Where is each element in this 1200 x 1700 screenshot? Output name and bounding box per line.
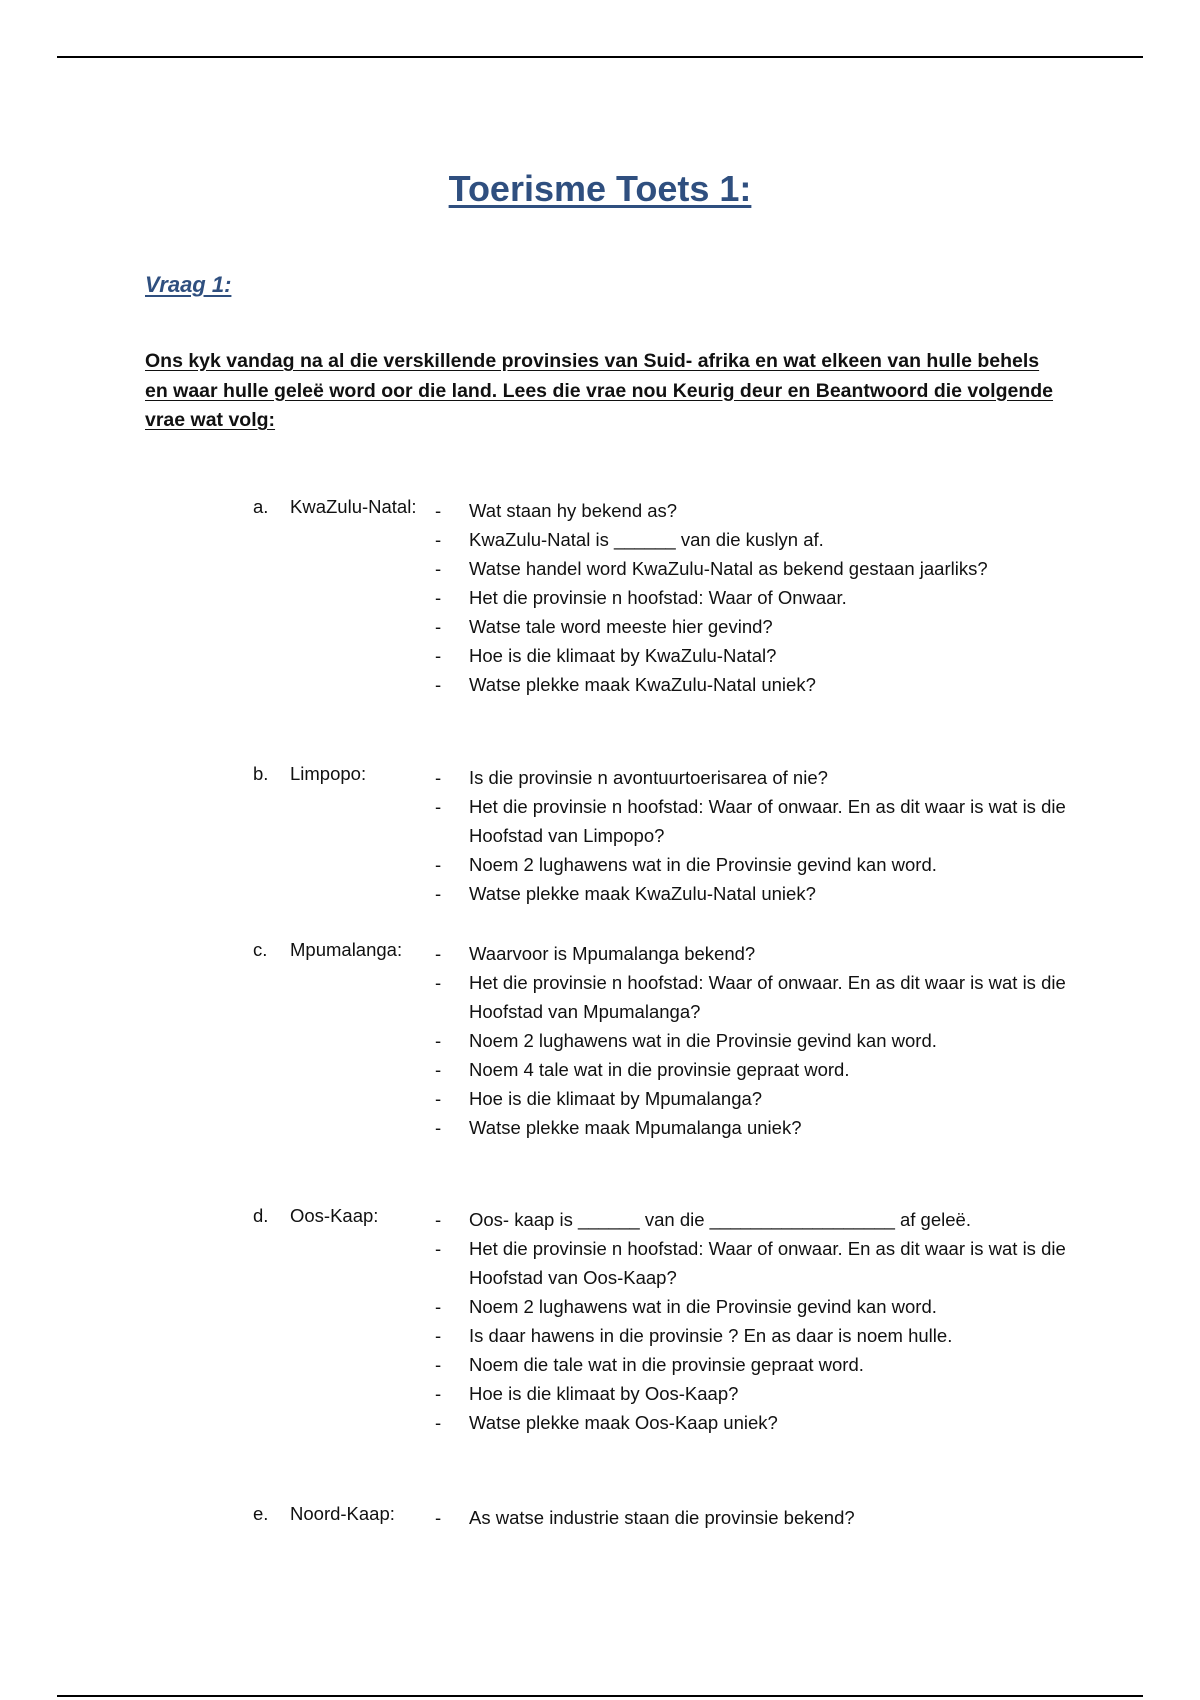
bullet-dash: -: [435, 883, 442, 904]
bullet-dash: -: [435, 1117, 442, 1138]
question-item: [435, 496, 1075, 525]
bullet-dash: -: [435, 500, 442, 521]
question-text: Waarvoor is Mpumalanga bekend?: [469, 943, 756, 964]
question-list: [435, 1205, 1075, 1437]
question-item: [435, 1084, 1075, 1113]
bullet-dash: -: [435, 767, 442, 788]
bullet-dash: -: [435, 616, 442, 637]
question-item: [435, 1055, 1075, 1084]
question-item: [435, 554, 1075, 583]
question-item: [435, 1350, 1075, 1379]
bullet-dash: -: [435, 674, 442, 695]
question-text: Hoe is die klimaat by Oos-Kaap?: [469, 1383, 739, 1404]
question-item: [435, 1205, 1075, 1234]
question-item: [435, 583, 1075, 612]
section-letter: b.: [253, 763, 269, 784]
question-text: Noem die tale wat in die provinsie gepraat word.: [469, 1354, 864, 1375]
question-item: [435, 1026, 1075, 1055]
province-name: Oos-Kaap:: [290, 1205, 379, 1226]
question-heading: Vraag 1:: [145, 272, 232, 297]
province-name: Noord-Kaap:: [290, 1503, 395, 1524]
question-item: [435, 1408, 1075, 1437]
question-text: Het die provinsie n hoofstad: Waar of onwaar. En as dit waar is wat is die Hoofstad van Mpumalanga?: [469, 972, 1066, 1022]
bottom-divider: [57, 1695, 1143, 1697]
bullet-dash: -: [435, 1507, 442, 1528]
question-text: Watse plekke maak KwaZulu-Natal uniek?: [469, 674, 816, 695]
question-text: Watse plekke maak Mpumalanga uniek?: [469, 1117, 802, 1138]
question-text: Is daar hawens in die provinsie ? En as daar is noem hulle.: [469, 1325, 953, 1346]
province-name: KwaZulu-Natal:: [290, 496, 417, 517]
bullet-dash: -: [435, 1325, 442, 1346]
bullet-dash: -: [435, 587, 442, 608]
section-letter: d.: [253, 1205, 269, 1226]
question-text: Watse plekke maak Oos-Kaap uniek?: [469, 1412, 778, 1433]
question-text: Noem 2 lughawens wat in die Provinsie gevind kan word.: [469, 1030, 937, 1051]
question-text: Hoe is die klimaat by Mpumalanga?: [469, 1088, 763, 1109]
bullet-dash: -: [435, 1412, 442, 1433]
bullet-dash: -: [435, 854, 442, 875]
section-letter: e.: [253, 1503, 269, 1524]
question-text: Oos- kaap is ______ van die __________________ af geleë.: [469, 1209, 971, 1230]
bullet-dash: -: [435, 1296, 442, 1317]
question-text: Noem 2 lughawens wat in die Provinsie gevind kan word.: [469, 854, 937, 875]
bullet-dash: -: [435, 943, 442, 964]
question-item: [435, 641, 1075, 670]
province-name: Mpumalanga:: [290, 939, 403, 960]
question-item: [435, 1292, 1075, 1321]
question-text: Hoe is die klimaat by KwaZulu-Natal?: [469, 645, 777, 666]
question-list: [435, 496, 1075, 699]
bullet-dash: -: [435, 1238, 442, 1259]
question-text: Is die provinsie n avontuurtoerisarea of nie?: [469, 767, 828, 788]
bullet-dash: -: [435, 1383, 442, 1404]
question-item: [435, 525, 1075, 554]
question-list: [435, 939, 1075, 1142]
question-text: Het die provinsie n hoofstad: Waar of Onwaar.: [469, 587, 847, 608]
question-list: [435, 763, 1075, 908]
question-text: Wat staan hy bekend as?: [469, 500, 678, 521]
question-item: [435, 1321, 1075, 1350]
question-list: [435, 1503, 1075, 1532]
question-item: [435, 763, 1075, 792]
question-item: [435, 670, 1075, 699]
question-item: [435, 879, 1075, 908]
question-text: Het die provinsie n hoofstad: Waar of onwaar. En as dit waar is wat is die Hoofstad van Limpopo?: [469, 796, 1066, 846]
instructions-paragraph: Ons kyk vandag na al die verskillende provinsies van Suid- afrika en wat elkeen van hulle behels en waar hulle geleë word oor die land. Lees die vrae nou Keurig deur en Beantwoord die volgende vrae wat volg:: [145, 350, 1054, 431]
bullet-dash: -: [435, 645, 442, 666]
question-item: [435, 968, 1075, 1026]
section-letter: c.: [253, 939, 268, 960]
bullet-dash: -: [435, 1354, 442, 1375]
bullet-dash: -: [435, 796, 442, 817]
bullet-dash: -: [435, 1059, 442, 1080]
question-text: As watse industrie staan die provinsie bekend?: [469, 1507, 855, 1528]
question-item: [435, 939, 1075, 968]
bullet-dash: -: [435, 558, 442, 579]
bullet-dash: -: [435, 1088, 442, 1109]
question-item: [435, 1503, 1075, 1532]
question-text: Noem 2 lughawens wat in die Provinsie gevind kan word.: [469, 1296, 937, 1317]
bullet-dash: -: [435, 529, 442, 550]
page-title: Toerisme Toets 1:: [448, 168, 752, 209]
question-item: [435, 1379, 1075, 1408]
question-text: Noem 4 tale wat in die provinsie gepraat word.: [469, 1059, 850, 1080]
question-text: KwaZulu-Natal is ______ van die kuslyn af.: [469, 529, 824, 550]
bullet-dash: -: [435, 972, 442, 993]
question-item: [435, 792, 1075, 850]
question-text: Het die provinsie n hoofstad: Waar of onwaar. En as dit waar is wat is die Hoofstad van Oos-Kaap?: [469, 1238, 1066, 1288]
question-text: Watse tale word meeste hier gevind?: [469, 616, 773, 637]
question-item: [435, 1113, 1075, 1142]
bullet-dash: -: [435, 1209, 442, 1230]
top-divider: [57, 56, 1143, 58]
question-text: Watse plekke maak KwaZulu-Natal uniek?: [469, 883, 816, 904]
question-text: Watse handel word KwaZulu-Natal as bekend gestaan jaarliks?: [469, 558, 988, 579]
section-letter: a.: [253, 496, 269, 517]
question-item: [435, 612, 1075, 641]
question-item: [435, 1234, 1075, 1292]
question-item: [435, 850, 1075, 879]
bullet-dash: -: [435, 1030, 442, 1051]
province-name: Limpopo:: [290, 763, 367, 784]
